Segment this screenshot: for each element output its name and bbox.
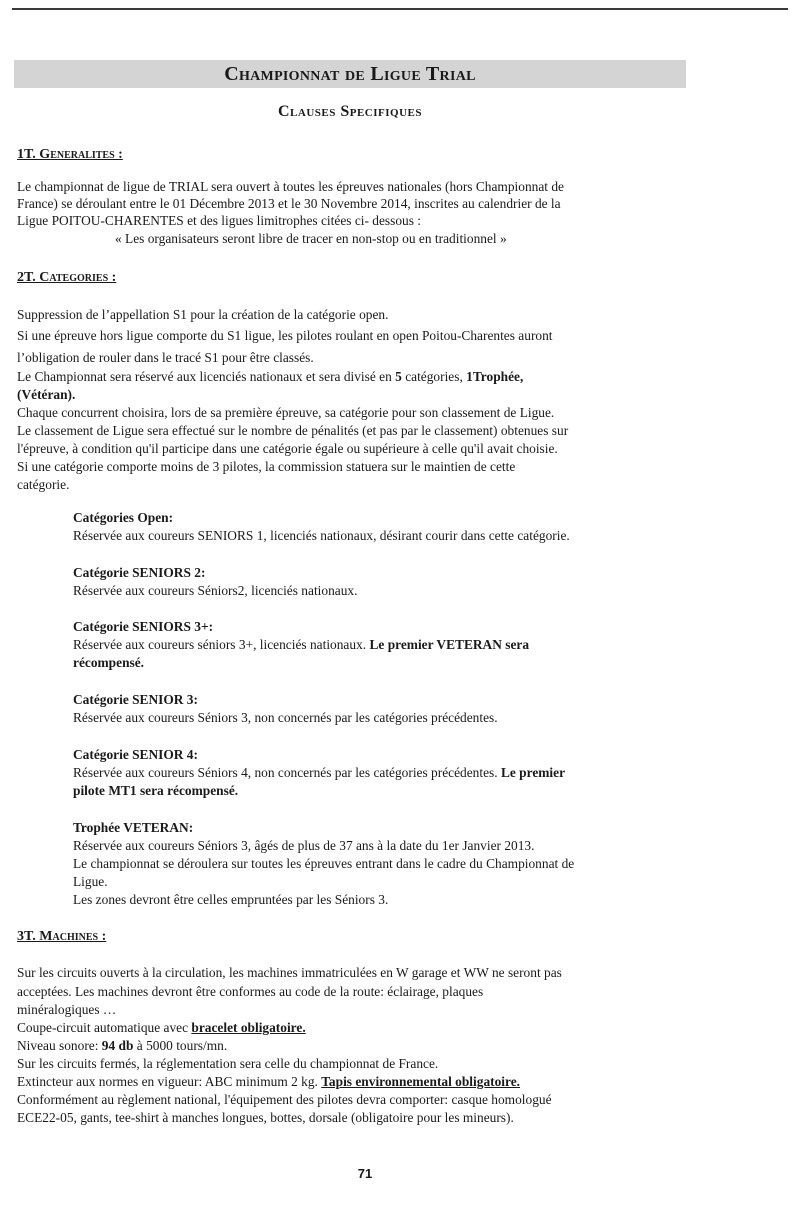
extinguisher-text: Extincteur aux normes en vigueur: ABC minimum 2 kg. xyxy=(17,1074,322,1089)
noise-level-value: 94 db xyxy=(101,1038,134,1053)
category-seniors3plus-text xyxy=(73,636,693,653)
category-open-title: Catégories Open: xyxy=(73,510,174,525)
section-2-p2a: Si une épreuve hors ligue comporte du S1 ligue, les pilotes roulant en open Poitou-Charentes auront xyxy=(17,328,553,343)
category-open-text: Réservée aux coureurs SENIORS 1, licenciés nationaux, désirant courir dans cette catégorie. xyxy=(73,528,570,543)
category-senior4-award-1: Le premier xyxy=(500,765,566,780)
section-2-p2b: l’obligation de rouler dans le tracé S1 pour être classés. xyxy=(17,350,314,365)
section-1-line-1: Le championnat de ligue de TRIAL sera ouvert à toutes les épreuves nationales (hors Championnat de xyxy=(17,179,564,194)
section-3-line-8: Conformément au règlement national, l'équipement des pilotes devra comporter: casque homologué xyxy=(17,1092,552,1107)
section-2-p4d: Si une catégorie comporte moins de 3 pilotes, la commission statuera sur le maintien de cette xyxy=(17,459,516,474)
section-3-line-4 xyxy=(17,1019,697,1036)
noise-level-label: Niveau sonore: xyxy=(17,1038,102,1053)
section-3-line-5 xyxy=(17,1037,697,1054)
section-3-line-9: ECE22-05, gants, tee-shirt à manches longues, bottes, dorsale (obligatoire pour les mineurs). xyxy=(17,1110,514,1125)
section-2-p3-count: 5 xyxy=(395,369,402,384)
section-2-p4c: l'épreuve, à condition qu'il participe dans une catégorie égale ou supérieure à celle qu'il avait choisie. xyxy=(17,441,558,456)
section-2-p3-trophy: 1Trophée, xyxy=(466,369,524,384)
noise-level-rpm: à 5000 tours/mn. xyxy=(133,1038,228,1053)
section-3-line-7 xyxy=(17,1073,697,1090)
section-2-p3 xyxy=(17,368,697,385)
section-2-p3-text: Le Championnat sera réservé aux licenciés nationaux et sera divisé en xyxy=(17,369,396,384)
page-number: 71 xyxy=(357,1166,373,1181)
category-senior3-text: Réservée aux coureurs Séniors 3, non concernés par les catégories précédentes. xyxy=(73,710,498,725)
section-2-p4b: Le classement de Ligue sera effectué sur le nombre de pénalités (et pas par le classement) obtenues sur xyxy=(17,423,569,438)
trophy-veteran-title: Trophée VETERAN: xyxy=(73,820,194,835)
section-2-p4a: Chaque concurrent choisira, lors de sa première épreuve, sa catégorie pour son classement de Ligue. xyxy=(17,405,555,420)
category-senior4-title: Catégorie SENIOR 4: xyxy=(73,747,198,762)
section-2-p1: Suppression de l’appellation S1 pour la création de la catégorie open. xyxy=(17,307,389,322)
page-title: Championnat de Ligue Trial xyxy=(14,60,686,88)
category-senior4-desc: Réservée aux coureurs Séniors 4, non concernés par les catégories précédentes. xyxy=(73,765,501,780)
trophy-veteran-line-2: Le championnat se déroulera sur toutes les épreuves entrant dans le cadre du Championnat de xyxy=(73,856,575,871)
section-1-quote: « Les organisateurs seront libre de tracer en non-stop ou en traditionnel » xyxy=(115,231,507,246)
section-3-line-2: acceptées. Les machines devront être conformes au code de la route: éclairage, plaques xyxy=(17,984,484,999)
section-2-p3-mid: catégories, xyxy=(401,369,467,384)
section-3-line-4-text: Coupe-circuit automatique avec xyxy=(17,1020,192,1035)
section-3-heading: 3T. Machines : xyxy=(17,929,107,944)
trophy-veteran-line-1: Réservée aux coureurs Séniors 3, âgés de plus de 37 ans à la date du 1er Janvier 2013. xyxy=(73,838,535,853)
category-senior4-award-2: pilote MT1 sera récompensé. xyxy=(73,783,239,798)
category-seniors2-text: Réservée aux coureurs Séniors2, licenciés nationaux. xyxy=(73,583,358,598)
section-1-line-2: France) se déroulant entre le 01 Décembre 2013 et le 30 Novembre 2014, inscrites au calendrier de la xyxy=(17,196,561,211)
category-senior3-title: Catégorie SENIOR 3: xyxy=(73,692,198,707)
section-2-p4e: catégorie. xyxy=(17,477,70,492)
page-subtitle: Clauses Specifiques xyxy=(278,103,422,120)
trophy-veteran-line-3: Ligue. xyxy=(73,874,108,889)
category-seniors3plus-title: Catégorie SENIORS 3+: xyxy=(73,619,214,634)
section-3-line-3: minéralogiques … xyxy=(17,1002,117,1017)
category-seniors3plus-award-2: récompensé. xyxy=(73,655,145,670)
category-seniors3plus-desc: Réservée aux coureurs séniors 3+, licenciés nationaux. xyxy=(73,637,370,652)
top-rule xyxy=(12,8,788,10)
mat-requirement: Tapis environnemental obligatoire. xyxy=(321,1074,521,1089)
section-1-heading: 1T. Generalites : xyxy=(17,147,123,162)
section-3-line-1: Sur les circuits ouverts à la circulation, les machines immatriculées en W garage et WW ne seront pas xyxy=(17,965,562,980)
trophy-veteran-line-4: Les zones devront être celles empruntées par les Séniors 3. xyxy=(73,892,389,907)
section-2-p3-veteran: (Vétéran). xyxy=(17,387,76,402)
section-2-heading: 2T. Categories : xyxy=(17,270,117,285)
bracelet-requirement: bracelet obligatoire. xyxy=(191,1020,306,1035)
section-1-line-3: Ligue POITOU-CHARENTES et des ligues limitrophes citées ci- dessous : xyxy=(17,213,422,228)
category-seniors2-title: Catégorie SENIORS 2: xyxy=(73,565,206,580)
section-3-line-6: Sur les circuits fermés, la réglementation sera celle du championnat de France. xyxy=(17,1056,439,1071)
category-senior4-text xyxy=(73,764,693,781)
category-seniors3plus-award-1: Le premier VETERAN sera xyxy=(369,637,530,652)
